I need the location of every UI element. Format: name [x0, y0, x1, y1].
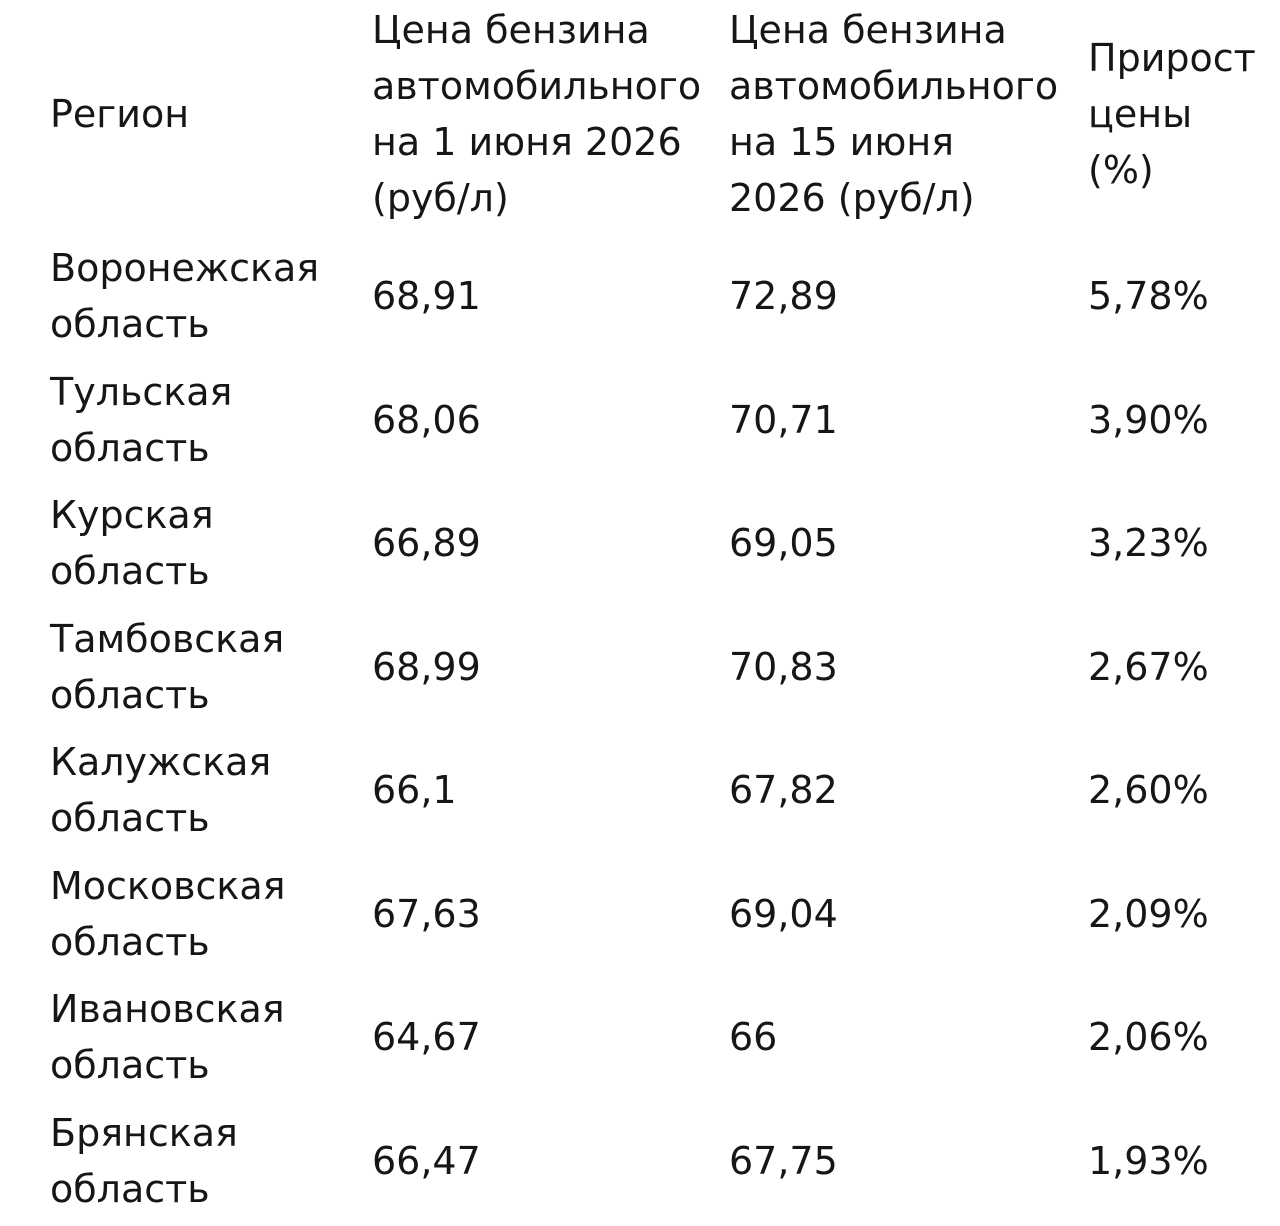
table-row [0, 360, 1280, 484]
table-row [0, 730, 1280, 854]
price-june-15-cell: 70,71 [729, 397, 838, 442]
growth-cell: 2,06% [1088, 1015, 1209, 1059]
header-price-june-1: Цена бензина автомобильного на 1 июня 2026 (руб/л) [372, 8, 702, 220]
growth-cell: 2,67% [1088, 644, 1209, 689]
growth-cell: 5,78% [1088, 274, 1209, 318]
region-cell: Ивановская область [50, 987, 285, 1087]
price-june-15-cell: 66 [729, 1015, 778, 1059]
price-june-15-cell: 69,05 [729, 521, 838, 565]
header-region: Регион [50, 92, 190, 136]
price-june-1-cell: 64,67 [372, 1015, 481, 1059]
price-june-1-cell: 68,06 [372, 397, 481, 442]
table-row [0, 483, 1280, 607]
price-june-15-cell: 72,89 [729, 274, 838, 318]
region-cell: Московская область [50, 863, 286, 964]
growth-cell: 2,09% [1088, 891, 1209, 936]
region-cell: Воронежская область [50, 246, 320, 346]
price-june-15-cell: 67,82 [729, 768, 838, 812]
region-cell: Курская область [50, 493, 214, 593]
region-cell: Тульская область [50, 369, 233, 470]
price-june-1-cell: 66,47 [372, 1138, 481, 1183]
growth-cell: 2,60% [1088, 768, 1209, 812]
table-body [0, 236, 1280, 1224]
price-june-1-cell: 67,63 [372, 891, 481, 936]
header-price-june-15: Цена бензина автомобильного на 15 июня 2026 (руб/л) [729, 8, 1059, 220]
growth-cell: 3,90% [1088, 397, 1209, 442]
price-june-15-cell: 70,83 [729, 644, 838, 689]
header-price-growth: Прирост цены (%) [1088, 36, 1256, 192]
region-cell: Брянская область [50, 1110, 238, 1211]
region-cell: Тамбовская область [50, 616, 285, 717]
price-june-1-cell: 68,99 [372, 644, 481, 689]
table-row [0, 607, 1280, 731]
table-header [0, 0, 1280, 232]
table-row [0, 236, 1280, 360]
price-june-15-cell: 69,04 [729, 891, 838, 936]
table-row [0, 854, 1280, 978]
price-june-1-cell: 66,1 [372, 768, 457, 812]
growth-cell: 1,93% [1088, 1138, 1209, 1183]
region-cell: Калужская область [50, 740, 272, 840]
price-june-15-cell: 67,75 [729, 1138, 838, 1183]
price-june-1-cell: 68,91 [372, 274, 481, 318]
growth-cell: 3,23% [1088, 521, 1209, 565]
table-row [0, 1101, 1280, 1225]
table-row [0, 977, 1280, 1101]
price-june-1-cell: 66,89 [372, 521, 481, 565]
